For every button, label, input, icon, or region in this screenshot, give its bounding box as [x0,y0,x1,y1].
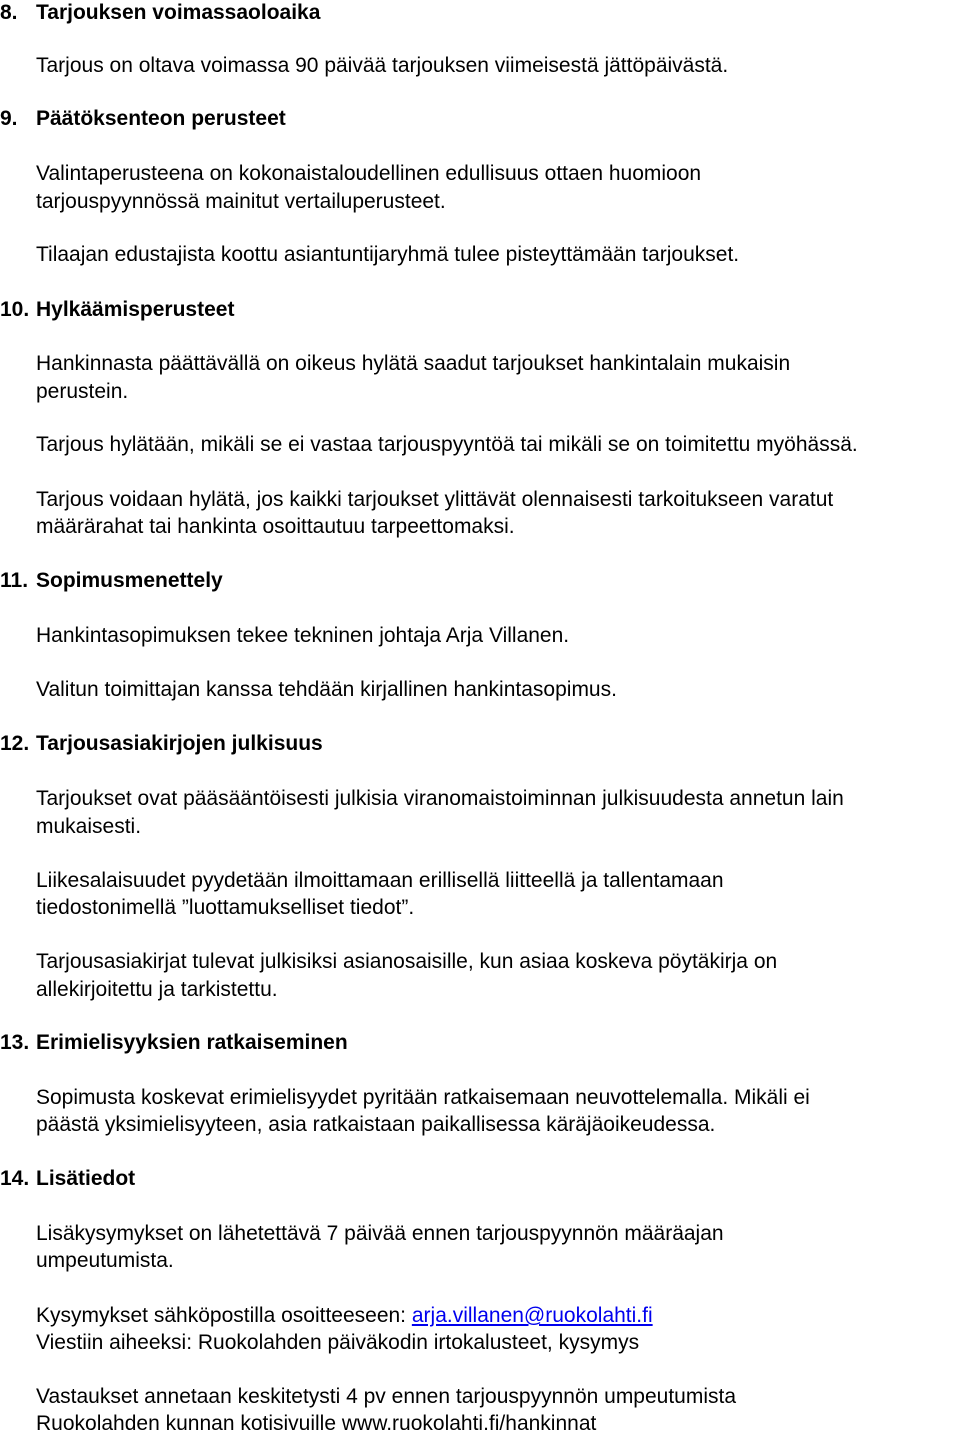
section-heading-8 [0,0,320,26]
email-prefix: Kysymykset sähköpostilla osoitteeseen: [36,1304,412,1327]
section-number: 10. [0,298,30,321]
section-heading-9 [0,106,286,132]
paragraph-line: Vastaukset annetaan keskitetysti 4 pv ennen tarjouspyynnön umpeutumista [36,1385,737,1408]
paragraph-line: umpeutumista. [36,1249,174,1272]
section-title: Lisätiedot [36,1167,136,1190]
paragraph-line: Tarjous hylätään, mikäli se ei vastaa tarjouspyyntöä tai mikäli se on toimitettu myöhässä. [36,433,858,456]
paragraph-line: Tilaajan edustajista koottu asiantuntijaryhmä tulee pisteyttämään tarjoukset. [36,243,740,266]
section-number: 14. [0,1167,30,1190]
section-title: Hylkäämisperusteet [36,298,235,321]
paragraph-line: mukaisesti. [36,815,142,838]
section-number: 12. [0,732,30,755]
subject-line: Viestiin aiheeksi: Ruokolahden päiväkodin irtokalusteet, kysymys [36,1331,640,1354]
section-heading-14 [0,1166,135,1192]
section-heading-11 [0,568,223,594]
paragraph-line: tiedostonimellä ”luottamukselliset tiedot”. [36,896,415,919]
paragraph-line: perustein. [36,380,129,403]
paragraph-line: Hankinnasta päättävällä on oikeus hylätä saadut tarjoukset hankintalain mukaisin [36,352,791,375]
section-number: 9. [0,107,18,130]
contact-email-line [36,1302,956,1330]
section-number: 11. [0,569,29,592]
paragraph-line: Liikesalaisuudet pyydetään ilmoittamaan erillisellä liitteellä ja tallentamaan [36,869,724,892]
section-number: 13. [0,1031,30,1054]
paragraph-line: tarjouspyynnössä mainitut vertailuperusteet. [36,190,446,213]
paragraph-line: Lisäkysymykset on lähetettävä 7 päivää ennen tarjouspyynnön määräajan [36,1222,724,1245]
paragraph-line: Ruokolahden kunnan kotisivuille www.ruokolahti.fi/hankinnat [36,1412,597,1435]
paragraph-line: päästä yksimielisyyteen, asia ratkaistaan paikallisessa käräjäoikeudessa. [36,1113,716,1136]
section-title: Sopimusmenettely [36,569,223,592]
paragraph-line: Tarjous on oltava voimassa 90 päivää tarjouksen viimeisestä jättöpäivästä. [36,54,729,77]
paragraph-line: Tarjous voidaan hylätä, jos kaikki tarjoukset ylittävät olennaisesti tarkoitukseen varatut [36,488,834,511]
section-title: Erimielisyyksien ratkaiseminen [36,1031,348,1054]
email-link[interactable]: arja.villanen@ruokolahti.fi [411,1304,653,1327]
section-title: Tarjouksen voimassaoloaika [36,1,321,24]
paragraph-line: Hankintasopimuksen tekee tekninen johtaja Arja Villanen. [36,624,570,647]
section-title: Tarjousasiakirjojen julkisuus [36,732,323,755]
paragraph-line: Valitun toimittajan kanssa tehdään kirjallinen hankintasopimus. [36,678,617,701]
paragraph-line: Tarjoukset ovat pääsääntöisesti julkisia viranomaistoiminnan julkisuudesta annetun lain [36,787,844,810]
paragraph-line: Sopimusta koskevat erimielisyydet pyritään ratkaisemaan neuvottelemalla. Mikäli ei [36,1086,810,1109]
paragraph-line: määrärahat tai hankinta osoittautuu tarpeettomaksi. [36,515,515,538]
section-heading-13 [0,1030,348,1056]
section-title: Päätöksenteon perusteet [36,107,286,130]
paragraph-line: Tarjousasiakirjat tulevat julkisiksi asianosaisille, kun asiaa koskeva pöytäkirja on [36,950,778,973]
section-heading-10 [0,297,234,323]
paragraph-line: Valintaperusteena on kokonaistaloudellinen edullisuus ottaen huomioon [36,162,702,185]
section-number: 8. [0,1,18,24]
section-heading-12 [0,731,323,757]
paragraph-line: allekirjoitettu ja tarkistettu. [36,978,278,1001]
